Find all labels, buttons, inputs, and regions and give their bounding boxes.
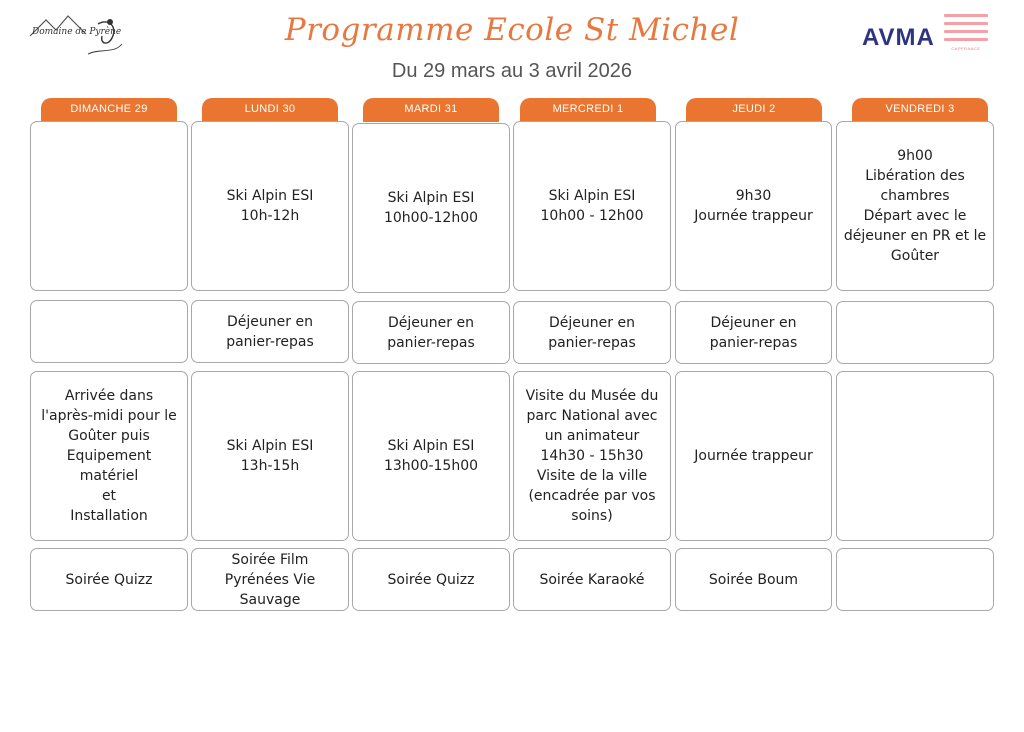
schedule-cell [836,548,994,611]
day-header: VENDREDI 3 [852,98,988,122]
schedule-cell: Visite du Musée du parc National avec un animateur 14h30 - 15h30 Visite de la ville (encadrée par vos soins) [513,371,671,541]
schedule-cell: 9h00 Libération des chambres Départ avec le déjeuner en PR et le Goûter [836,121,994,291]
schedule-cell: Soirée Film Pyrénées Vie Sauvage [191,548,349,611]
schedule-cell: Déjeuner en panier-repas [675,301,832,364]
day-header: DIMANCHE 29 [41,98,177,122]
schedule-cell: Ski Alpin ESI 10h-12h [191,121,349,291]
schedule-cell: Ski Alpin ESI 10h00-12h00 [352,123,510,293]
schedule-cell: Journée trappeur [675,371,832,541]
schedule-cell [30,300,188,363]
logo-left-text: Domaine de Pyrène [32,27,122,37]
day-header: MARDI 31 [363,98,499,122]
schedule-cell: Déjeuner en panier-repas [191,300,349,363]
day-header: LUNDI 30 [202,98,338,122]
page-title: Programme Ecole St Michel [284,12,740,48]
schedule-cell: Soirée Karaoké [513,548,671,611]
schedule-cell: Ski Alpin ESI 13h00-15h00 [352,371,510,541]
day-header: MERCREDI 1 [520,98,656,122]
capfrance-label: CAPFRANCE [951,46,981,51]
schedule-cell: Soirée Quizz [352,548,510,611]
schedule-cell: Soirée Boum [675,548,832,611]
schedule-cell [836,301,994,364]
schedule-cell: Ski Alpin ESI 13h-15h [191,371,349,541]
schedule-cell: Ski Alpin ESI 10h00 - 12h00 [513,121,671,291]
schedule-cell: Arrivée dans l'après-midi pour le Goûter puis Equipement matériel et Installation [30,371,188,541]
capfrance-logo [944,14,988,54]
avma-logo: AVMA [862,24,935,51]
schedule-cell: Déjeuner en panier-repas [352,301,510,364]
page-subtitle: Du 29 mars au 3 avril 2026 [391,60,633,82]
schedule-cell [836,371,994,541]
schedule-cell: 9h30 Journée trappeur [675,121,832,291]
schedule-cell: Déjeuner en panier-repas [513,301,671,364]
schedule-cell: Soirée Quizz [30,548,188,611]
schedule-cell [30,121,188,291]
day-header: JEUDI 2 [686,98,822,122]
